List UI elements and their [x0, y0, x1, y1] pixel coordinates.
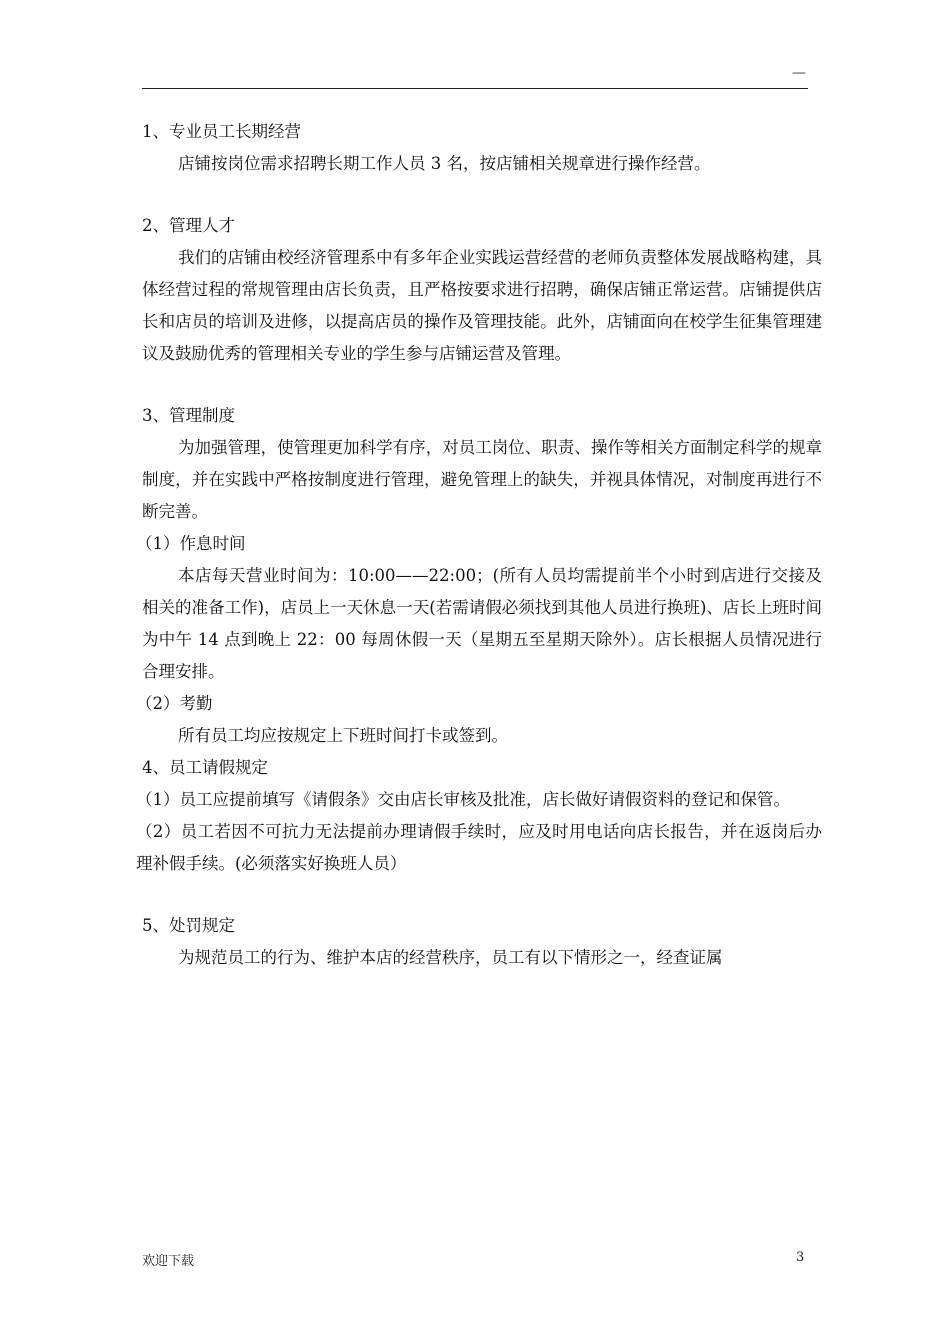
- footer-label: 欢迎下载: [142, 1254, 195, 1269]
- header-mark: —: [792, 65, 806, 81]
- header-rule: [142, 88, 808, 89]
- section-3-heading: 3、管理制度: [142, 406, 235, 425]
- section-5-paragraph: 为规范员工的行为、维护本店的经营秩序，员工有以下情形之一，经查证属: [178, 948, 723, 967]
- section-1-heading: 1、专业员工长期经营: [142, 122, 301, 141]
- section-5-heading: 5、处罚规定: [142, 916, 235, 935]
- section-3-attendance-paragraph: 所有员工均应按规定上下班时间打卡或签到。: [178, 726, 508, 745]
- section-4-paragraph-1: （1）员工应提前填写《请假条》交由店长审核及批准，店长做好请假资料的登记和保管。: [136, 790, 790, 809]
- spacer: [142, 180, 822, 210]
- spacer: [142, 370, 822, 400]
- document-body: [136, 116, 822, 974]
- section-4-paragraph-2: （2）员工若因不可抗力无法提前办理请假手续时，应及时用电话向店长报告，并在返岗后办理补假手续。(必须落实好换班人员）: [136, 822, 822, 873]
- section-3-sub-heading-attendance: （2）考勤: [136, 694, 213, 713]
- section-1-paragraph: 店铺按岗位需求招聘长期工作人员 3 名，按店铺相关规章进行操作经营。: [178, 154, 711, 173]
- section-3-schedule-paragraph: 本店每天营业时间为：10:00——22:00；(所有人员均需提前半个小时到店进行交接及相关的准备工作)，店员上一天休息一天(若需请假必须找到其他人员进行换班)、店长上班时间为中午 14 点到晚上 22：00 每周休假一天（星期五至星期天除外）。店长根据人员情况进行合理安排。: [142, 566, 822, 681]
- section-4-heading: 4、员工请假规定: [142, 758, 268, 777]
- page-number: 3: [796, 1250, 805, 1265]
- section-3-paragraph: 为加强管理，使管理更加科学有序，对员工岗位、职责、操作等相关方面制定科学的规章制度，并在实践中严格按制度进行管理，避免管理上的缺失，并视具体情况，对制度再进行不断完善。: [142, 438, 822, 521]
- section-2-heading: 2、管理人才: [142, 216, 235, 235]
- section-3-sub-heading-schedule: （1）作息时间: [136, 534, 246, 553]
- section-2-paragraph: 我们的店铺由校经济管理系中有多年企业实践运营经营的老师负责整体发展战略构建，具体经营过程的常规管理由店长负责，且严格按要求进行招聘，确保店铺正常运营。店铺提供店长和店员的培训及进修，以提高店员的操作及管理技能。此外，店铺面向在校学生征集管理建议及鼓励优秀的管理相关专业的学生参与店铺运营及管理。: [142, 248, 822, 363]
- spacer: [142, 880, 822, 910]
